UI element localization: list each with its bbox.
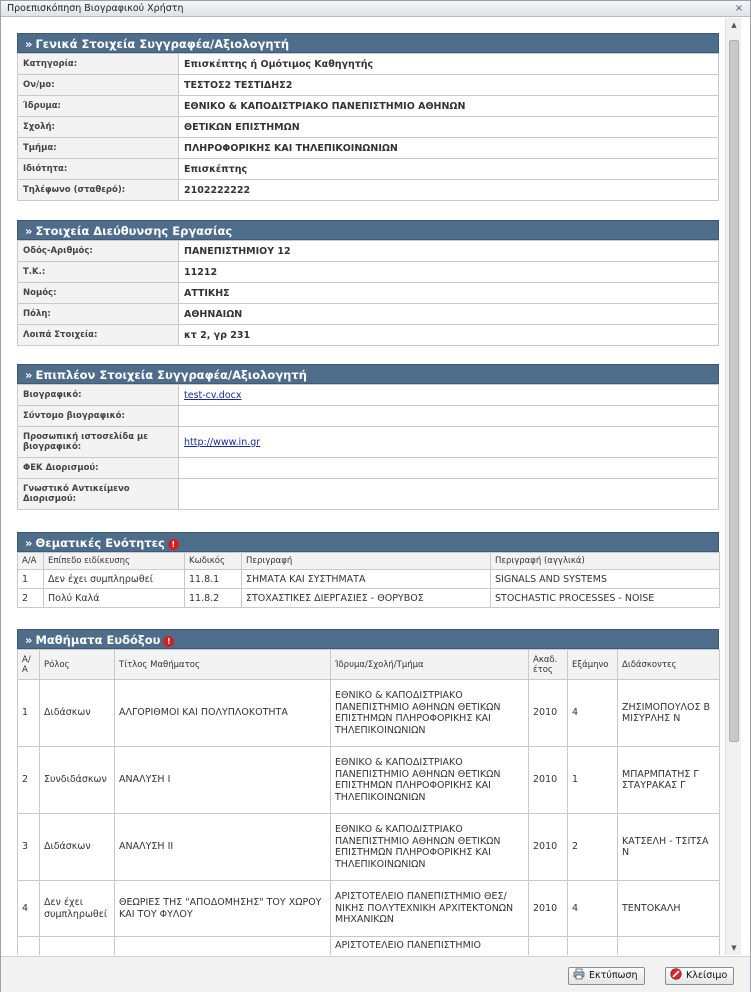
field-value: κτ 2, γρ 231 bbox=[179, 325, 719, 346]
printer-icon bbox=[573, 968, 585, 980]
section-title: Γενικά Στοιχεία Συγγραφέα/Αξιολογητή bbox=[35, 37, 290, 51]
section-heading bbox=[17, 33, 719, 53]
dialog-title: Προεπισκόπηση Βιογραφικού Χρήστη bbox=[7, 3, 184, 14]
column-header: Ρόλος bbox=[40, 650, 115, 680]
table-row bbox=[18, 589, 720, 608]
field-value bbox=[179, 479, 719, 510]
cell-sem: 4 bbox=[568, 680, 618, 747]
section-heading bbox=[17, 220, 719, 240]
raquo-icon: » bbox=[25, 224, 33, 238]
field-label: Τηλέφωνο (σταθερό): bbox=[18, 180, 179, 201]
cell-aa: 1 bbox=[18, 570, 44, 589]
cell-title: ΑΛΓΟΡΙΘΜΟΙ ΚΑΙ ΠΟΛΥΠΛΟΚΟΤΗΤΑ bbox=[115, 680, 331, 747]
cell-year: 2010 bbox=[529, 747, 568, 814]
cell-teachers: ΤΕΝΤΟΚΑΛΗ bbox=[618, 881, 720, 937]
cell-title bbox=[115, 937, 331, 956]
cell-year: 2010 bbox=[529, 680, 568, 747]
dialog-titlebar bbox=[1, 1, 750, 17]
table-row bbox=[18, 159, 719, 180]
scroll-down-icon[interactable]: ▼ bbox=[731, 944, 737, 952]
table-row bbox=[18, 881, 720, 937]
field-value: ΕΘΝΙΚΟ & ΚΑΠΟΔΙΣΤΡΙΑΚΟ ΠΑΝΕΠΙΣΤΗΜΙΟ ΑΘΗΝΩΝ bbox=[179, 96, 719, 117]
cell-role bbox=[40, 937, 115, 956]
cell-title: ΘΕΩΡΙΕΣ ΤΗΣ "ΑΠΟΔΟΜΗΣΗΣ" ΤΟΥ ΧΩΡΟΥ ΚΑΙ ΤΟΥ ΦΥΛΟΥ bbox=[115, 881, 331, 937]
section-title: Μαθήματα Ευδόξου bbox=[35, 633, 161, 647]
field-label: Σχολή: bbox=[18, 117, 179, 138]
column-header: Ακαδ. έτος bbox=[529, 650, 568, 680]
cell-title: ΑΝΑΛΥΣΗ Ι bbox=[115, 747, 331, 814]
table-row bbox=[18, 406, 719, 427]
field-value: ΠΑΝΕΠΙΣΤΗΜΙΟΥ 12 bbox=[179, 241, 719, 262]
section-title: Επιπλέον Στοιχεία Συγγραφέα/Αξιολογητή bbox=[35, 368, 307, 382]
field-value: ΤΕΣΤΟΣ2 ΤΕΣΤΙΔΗΣ2 bbox=[179, 75, 719, 96]
print-button[interactable] bbox=[568, 967, 645, 985]
cell-sem: 2 bbox=[568, 814, 618, 881]
vertical-scrollbar[interactable] bbox=[725, 18, 741, 955]
field-value: ΑΘΗΝΑΙΩΝ bbox=[179, 304, 719, 325]
field-label: Βιογραφικό: bbox=[18, 385, 179, 406]
field-label: ΦΕΚ Διορισμού: bbox=[18, 458, 179, 479]
cell-sem bbox=[568, 937, 618, 956]
table-row bbox=[18, 283, 719, 304]
cell-level: Δεν έχει συμπληρωθεί bbox=[44, 570, 185, 589]
address-table bbox=[17, 240, 719, 346]
column-header: Τίτλος Μαθήματος bbox=[115, 650, 331, 680]
raquo-icon: » bbox=[25, 633, 33, 647]
section-title: Θεματικές Ενότητες bbox=[35, 536, 165, 550]
field-label: Ιδιότητα: bbox=[18, 159, 179, 180]
cell-teachers bbox=[618, 937, 720, 956]
field-label: Οδός-Αριθμός: bbox=[18, 241, 179, 262]
column-header: Α/Α bbox=[18, 553, 44, 570]
courses-table bbox=[17, 649, 720, 955]
warning-icon: ! bbox=[163, 636, 174, 647]
extra-table bbox=[17, 384, 719, 510]
cell-sem: 4 bbox=[568, 881, 618, 937]
table-row bbox=[18, 96, 719, 117]
raquo-icon: » bbox=[25, 536, 33, 550]
raquo-icon: » bbox=[25, 368, 33, 382]
table-row bbox=[18, 458, 719, 479]
field-value: ΘΕΤΙΚΩΝ ΕΠΙΣΤΗΜΩΝ bbox=[179, 117, 719, 138]
dialog-footer bbox=[1, 956, 750, 992]
cv-file-link[interactable]: test-cv.docx bbox=[184, 389, 242, 401]
table-row bbox=[18, 814, 720, 881]
cell-aa: 2 bbox=[18, 747, 40, 814]
table-row bbox=[18, 262, 719, 283]
section-courses bbox=[17, 629, 719, 955]
general-table bbox=[17, 53, 719, 201]
cell-desc-en: STOCHASTIC PROCESSES - NOISE bbox=[491, 589, 720, 608]
cell-aa: 2 bbox=[18, 589, 44, 608]
cell-aa bbox=[18, 937, 40, 956]
table-row bbox=[18, 385, 719, 406]
field-label: Ίδρυμα: bbox=[18, 96, 179, 117]
section-heading bbox=[17, 532, 719, 552]
field-value bbox=[179, 458, 719, 479]
field-value bbox=[179, 406, 719, 427]
scroll-thumb[interactable] bbox=[729, 40, 739, 742]
cell-year bbox=[529, 937, 568, 956]
cell-aa: 3 bbox=[18, 814, 40, 881]
section-topics bbox=[17, 532, 719, 608]
field-label: Σύντομο βιογραφικό: bbox=[18, 406, 179, 427]
table-row bbox=[18, 304, 719, 325]
section-extra bbox=[17, 364, 719, 510]
field-value: 2102222222 bbox=[179, 180, 719, 201]
field-label: Νομός: bbox=[18, 283, 179, 304]
table-row bbox=[18, 117, 719, 138]
column-header: Διδάσκοντες bbox=[618, 650, 720, 680]
table-row bbox=[18, 937, 720, 956]
dialog-content[interactable] bbox=[1, 18, 724, 955]
table-row bbox=[18, 570, 720, 589]
table-row bbox=[18, 180, 719, 201]
column-header: Α/Α bbox=[18, 650, 40, 680]
table-row bbox=[18, 241, 719, 262]
cell-role: Συνδιδάσκων bbox=[40, 747, 115, 814]
cell-inst: ΕΘΝΙΚΟ & ΚΑΠΟΔΙΣΤΡΙΑΚΟ ΠΑΝΕΠΙΣΤΗΜΙΟ ΑΘΗΝΩΝ ΘΕΤΙΚΩΝ ΕΠΙΣΤΗΜΩΝ ΠΛΗΡΟΦΟΡΙΚΗΣ ΚΑΙ ΤΗΛΕΠΙΚΟΙΝΩΝΙΩΝ bbox=[331, 747, 529, 814]
print-button-label: Εκτύπωση bbox=[589, 970, 638, 981]
section-title: Στοιχεία Διεύθυνσης Εργασίας bbox=[35, 224, 233, 238]
close-button-label: Κλείσιμο bbox=[686, 970, 728, 981]
cell-inst: ΕΘΝΙΚΟ & ΚΑΠΟΔΙΣΤΡΙΑΚΟ ΠΑΝΕΠΙΣΤΗΜΙΟ ΑΘΗΝΩΝ ΘΕΤΙΚΩΝ ΕΠΙΣΤΗΜΩΝ ΠΛΗΡΟΦΟΡΙΚΗΣ ΚΑΙ ΤΗΛΕΠΙΚΟΙΝΩΝΙΩΝ bbox=[331, 814, 529, 881]
topics-table bbox=[17, 552, 720, 608]
cell-inst: ΑΡΙΣΤΟΤΕΛΕΙΟ ΠΑΝΕΠΙΣΤΗΜΙΟ bbox=[331, 937, 529, 956]
cell-desc: ΣΤΟΧΑΣΤΙΚΕΣ ΔΙΕΡΓΑΣΙΕΣ - ΘΟΡΥΒΟΣ bbox=[242, 589, 491, 608]
column-header: Επίπεδο ειδίκευσης bbox=[44, 553, 185, 570]
cell-teachers: ΖΗΣΙΜΟΠΟΥΛΟΣ Β ΜΙΣΥΡΛΗΣ Ν bbox=[618, 680, 720, 747]
table-row bbox=[18, 75, 719, 96]
table-header-row bbox=[18, 553, 720, 570]
field-label: Κατηγορία: bbox=[18, 54, 179, 75]
field-label: Γνωστικό Αντικείμενο Διορισμού: bbox=[18, 479, 179, 510]
field-value: ΠΛΗΡΟΦΟΡΙΚΗΣ ΚΑΙ ΤΗΛΕΠΙΚΟΙΝΩΝΙΩΝ bbox=[179, 138, 719, 159]
cell-inst: ΕΘΝΙΚΟ & ΚΑΠΟΔΙΣΤΡΙΑΚΟ ΠΑΝΕΠΙΣΤΗΜΙΟ ΑΘΗΝΩΝ ΘΕΤΙΚΩΝ ΕΠΙΣΤΗΜΩΝ ΠΛΗΡΟΦΟΡΙΚΗΣ ΚΑΙ ΤΗΛΕΠΙΚΟΙΝΩΝΙΩΝ bbox=[331, 680, 529, 747]
section-heading bbox=[17, 364, 719, 384]
table-header-row bbox=[18, 650, 720, 680]
cell-year: 2010 bbox=[529, 881, 568, 937]
close-button[interactable] bbox=[665, 967, 734, 985]
cell-title: ΑΝΑΛΥΣΗ ΙΙ bbox=[115, 814, 331, 881]
field-label: Πόλη: bbox=[18, 304, 179, 325]
raquo-icon: » bbox=[25, 37, 33, 51]
table-row bbox=[18, 325, 719, 346]
table-row bbox=[18, 54, 719, 75]
warning-icon: ! bbox=[168, 539, 179, 550]
cell-role: Δεν έχει συμπληρωθεί bbox=[40, 881, 115, 937]
field-label: Τμήμα: bbox=[18, 138, 179, 159]
column-header: Εξάμηνο bbox=[568, 650, 618, 680]
cell-role: Διδάσκων bbox=[40, 814, 115, 881]
cell-desc: ΣΗΜΑΤΑ ΚΑΙ ΣΥΣΤΗΜΑΤΑ bbox=[242, 570, 491, 589]
homepage-link[interactable]: http://www.in.gr bbox=[184, 436, 261, 448]
cell-year: 2010 bbox=[529, 814, 568, 881]
section-general bbox=[17, 33, 719, 201]
cell-sem: 1 bbox=[568, 747, 618, 814]
cell-code: 11.8.1 bbox=[185, 570, 242, 589]
field-value: 11212 bbox=[179, 262, 719, 283]
cancel-icon bbox=[670, 968, 682, 980]
table-row bbox=[18, 479, 719, 510]
cell-role: Διδάσκων bbox=[40, 680, 115, 747]
section-address bbox=[17, 220, 719, 346]
column-header: Περιγραφή (αγγλικά) bbox=[491, 553, 720, 570]
field-label: Προσωπική ιστοσελίδα με βιογραφικό: bbox=[18, 427, 179, 458]
column-header: Ίδρυμα/Σχολή/Τμήμα bbox=[331, 650, 529, 680]
field-label: Ον/μο: bbox=[18, 75, 179, 96]
table-row bbox=[18, 747, 720, 814]
cell-inst: ΑΡΙΣΤΟΤΕΛΕΙΟ ΠΑΝΕΠΙΣΤΗΜΙΟ ΘΕΣ/ΝΙΚΗΣ ΠΟΛΥΤΕΧΝΙΚΗ ΑΡΧΙΤΕΚΤΟΝΩΝ ΜΗΧΑΝΙΚΩΝ bbox=[331, 881, 529, 937]
cell-aa: 1 bbox=[18, 680, 40, 747]
cell-teachers: ΜΠΑΡΜΠΑΤΗΣ Γ ΣΤΑΥΡΑΚΑΣ Γ bbox=[618, 747, 720, 814]
cell-desc-en: SIGNALS AND SYSTEMS bbox=[491, 570, 720, 589]
scroll-up-icon[interactable]: ▲ bbox=[731, 21, 737, 29]
field-label: Λοιπά Στοιχεία: bbox=[18, 325, 179, 346]
cell-code: 11.8.2 bbox=[185, 589, 242, 608]
cell-aa: 4 bbox=[18, 881, 40, 937]
field-label: Τ.Κ.: bbox=[18, 262, 179, 283]
table-row bbox=[18, 138, 719, 159]
cell-teachers: ΚΑΤΣΕΛΗ - ΤΣΙΤΣΑ Ν bbox=[618, 814, 720, 881]
field-value: Επισκέπτης bbox=[179, 159, 719, 180]
column-header: Κωδικός bbox=[185, 553, 242, 570]
table-row bbox=[18, 680, 720, 747]
field-value: ΑΤΤΙΚΗΣ bbox=[179, 283, 719, 304]
cell-level: Πολύ Καλά bbox=[44, 589, 185, 608]
close-icon[interactable]: × bbox=[734, 3, 744, 14]
field-value: Επισκέπτης ή Ομότιμος Καθηγητής bbox=[179, 54, 719, 75]
section-heading bbox=[17, 629, 719, 649]
table-row bbox=[18, 427, 719, 458]
column-header: Περιγραφή bbox=[242, 553, 491, 570]
